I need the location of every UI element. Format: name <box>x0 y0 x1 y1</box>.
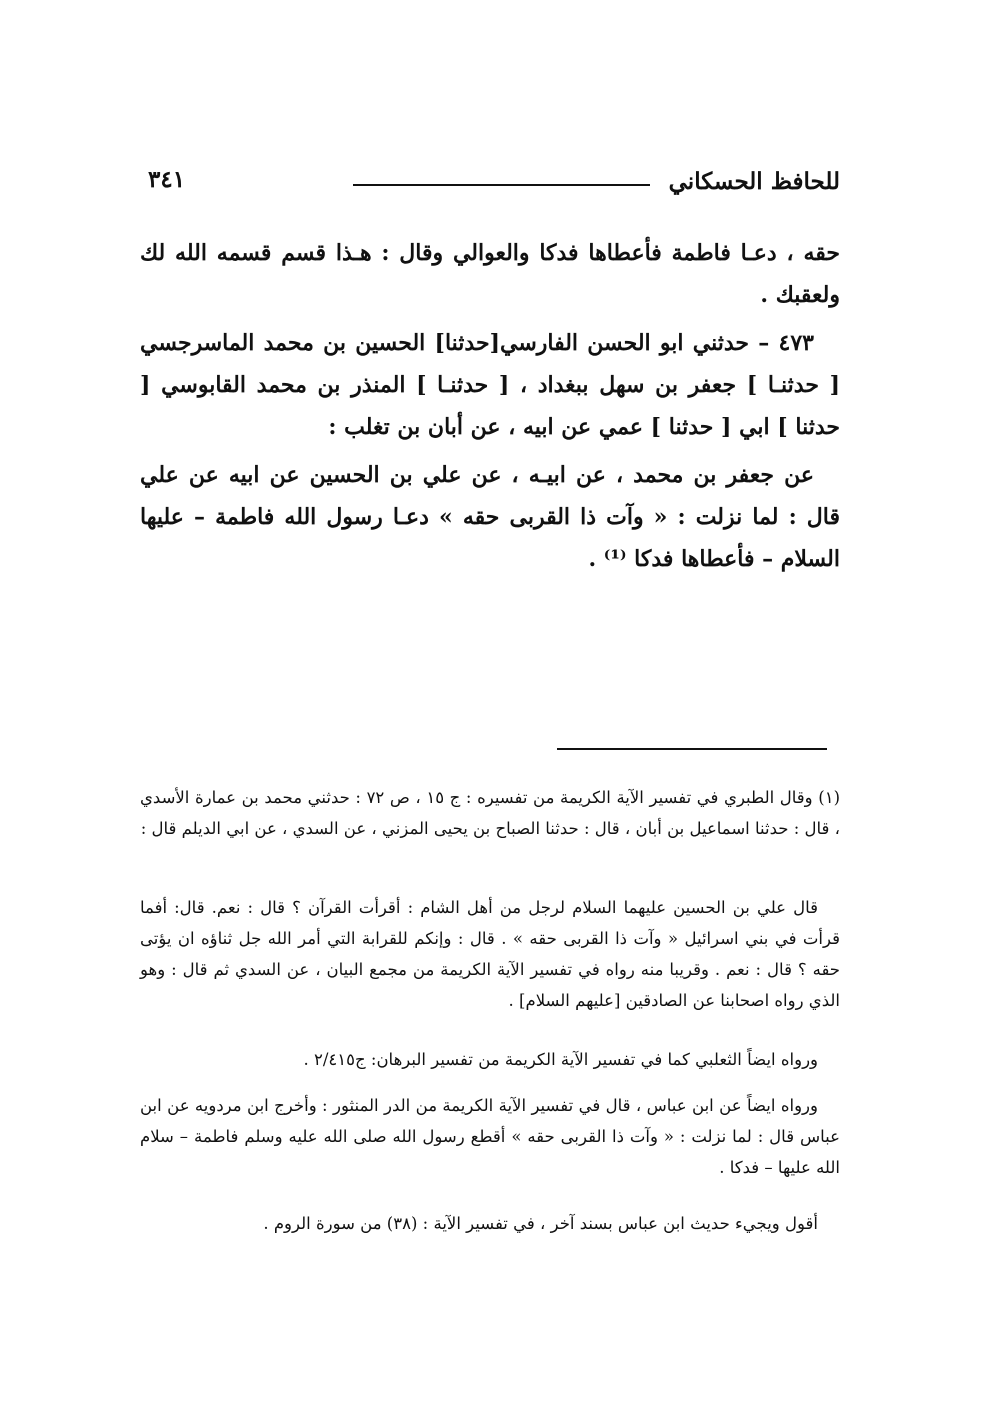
paragraph-text: ٤٧٣ – حدثني ابو الحسن الفارسي[حدثنا] الحسين بن محمد الماسرجسي [ حدثنـا ] جعفر بن سهل ببغداد ، [ حدثنـا ] المنذر بن محمد القابوسي [ حدثنا ] ابي [ حدثنا ] عمي عن ابيه ، عن أبان بن تغلب : <box>140 330 840 440</box>
footnote-text: أقول ويجيء حديث ابن عباس بسند آخر ، في تفسير الآية : (٣٨) من سورة الروم . <box>263 1214 818 1233</box>
running-title: للحافظ الحسكاني <box>668 168 840 195</box>
footnote-paragraph <box>140 1208 840 1239</box>
hadith-chain-paragraph <box>140 322 840 448</box>
footnote-paragraph <box>140 892 840 1016</box>
footnote-text: (١) وقال الطبري في تفسير الآية الكريمة من تفسيره : ج ١٥ ، ص ٧٢ : حدثني محمد بن عمارة الأسدي ، قال : حدثنا اسماعيل بن أبان ، قال : حدثنا الصباح بن يحيى المزني ، عن السدي ، عن ابي الديلم قال : <box>140 788 840 838</box>
footnote-paragraph <box>140 1090 840 1183</box>
page-number: ٣٤١ <box>148 166 186 193</box>
hadith-text-paragraph <box>140 454 840 580</box>
footnote-text: ورواه ايضاً عن ابن عباس ، قال في تفسير الآية الكريمة من الدر المنثور : وأخرج ابن مردويه عن ابن عباس قال : لما نزلت : « وآت ذا القربى حقه » أقطع رسول الله صلى الله عليه وسلم فاطمة – سلام الله عليها – فدكا . <box>140 1096 840 1177</box>
footnote-text: ورواه ايضاً الثعلبي كما في تفسير الآية الكريمة من تفسير البرهان: ج٢/٤١٥ . <box>303 1050 818 1069</box>
header-rule <box>353 184 650 186</box>
footnote-1 <box>140 782 840 844</box>
footnote-separator <box>557 748 827 750</box>
footnote-paragraph <box>140 1044 840 1075</box>
paragraph-text: حقه ، دعـا فاطمة فأعطاها فدكا والعوالي وقال : هـذا قسم قسمه الله لك ولعقبك . <box>140 240 840 308</box>
page-header <box>148 168 840 208</box>
paragraph-continuation <box>140 232 840 316</box>
footnote-text: قال علي بن الحسين عليهما السلام لرجل من أهل الشام : أقرأت القرآن ؟ قال : نعم. قال: أفما قرأت في بني اسرائيل « وآت ذا القربى حقه » . قال : وإنكم للقرابة التي أمر الله جل ثناؤه ان يؤتى حقه ؟ قال : نعم . وقريبا منه رواه في تفسير الآية الكريمة من مجمع البيان ، عن السدي ثم قال : وهو الذي رواه اصحابنا عن الصادقين [عليهم السلام] . <box>140 898 840 1010</box>
paragraph-text: عن جعفر بن محمد ، عن ابيـه ، عن علي بن الحسين عن ابيه عن علي قال : لما نزلت : « وآت ذا القربى حقه » دعـا رسول الله فاطمة – عليها السلام – فأعطاها فدكا ⁽¹⁾ . <box>140 462 840 572</box>
